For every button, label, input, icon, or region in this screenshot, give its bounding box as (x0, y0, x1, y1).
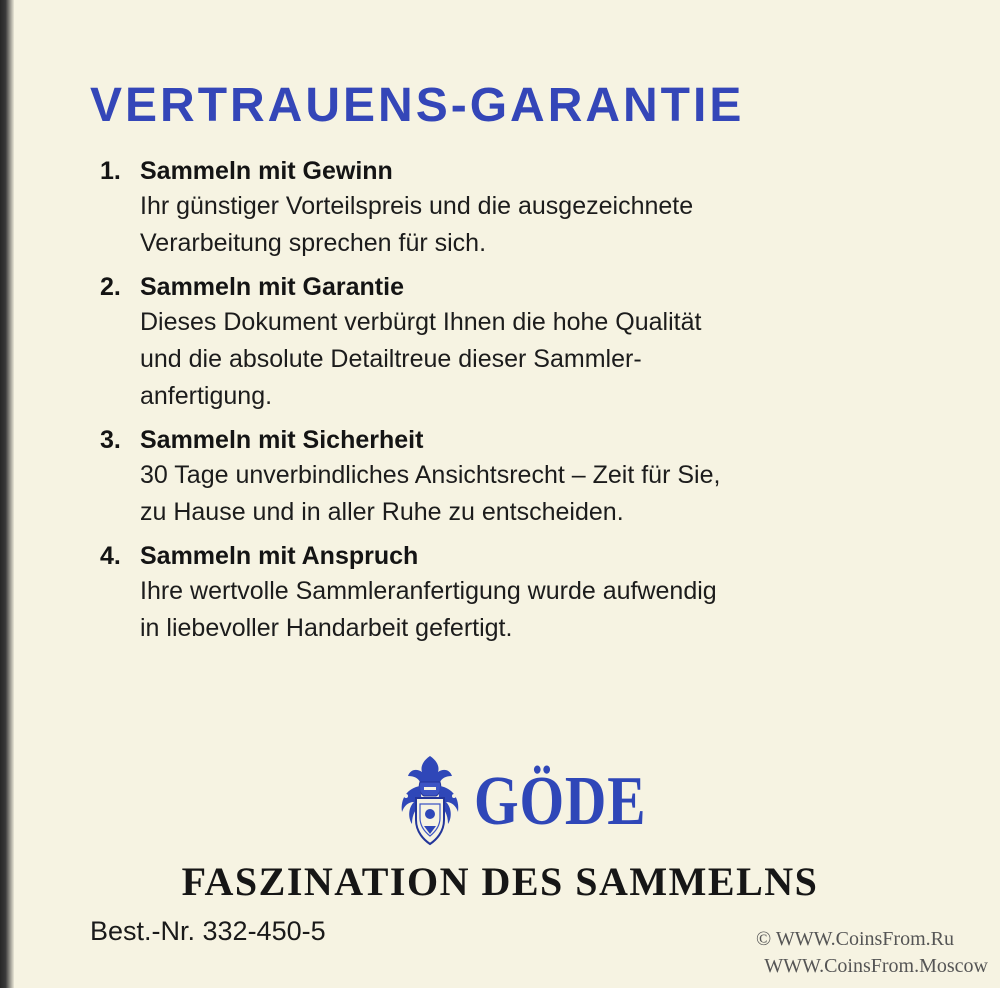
gode-logo (394, 752, 647, 852)
order-number: Best.-Nr. 332-450-5 (90, 916, 326, 946)
item-number: 2. (100, 273, 121, 301)
list-item (100, 154, 920, 262)
document-left-edge-shadow (0, 0, 14, 988)
page-title: VERTRAUENS-GARANTIE (90, 79, 745, 132)
coat-of-arms-crest-icon (394, 752, 466, 848)
item-number: 4. (100, 542, 121, 570)
brand-wordmark: GÖDE (474, 763, 647, 840)
list-item (100, 423, 920, 531)
list-item (100, 270, 920, 415)
item-number: 1. (100, 157, 121, 185)
item-text: Ihr günstiger Vorteilspreis und die ausgezeichnete Verarbeitung sprechen für sich. (140, 192, 694, 257)
guarantee-list (100, 154, 920, 655)
item-number: 3. (100, 426, 121, 454)
item-heading: Sammeln mit Gewinn (140, 157, 393, 185)
item-heading: Sammeln mit Anspruch (140, 542, 419, 570)
watermark-line-1: © WWW.CoinsFrom.Ru (756, 928, 954, 950)
item-text: Dieses Dokument verbürgt Ihnen die hohe Qualität und die absolute Detailtreue dieser Sammler- anfertigung. (140, 308, 702, 410)
watermark-line-2: WWW.CoinsFrom.Moscow (764, 955, 988, 977)
item-text: 30 Tage unverbindliches Ansichtsrecht – Zeit für Sie, zu Hause und in aller Ruhe zu entscheiden. (140, 461, 721, 526)
list-item (100, 539, 920, 647)
item-heading: Sammeln mit Sicherheit (140, 426, 424, 454)
item-heading: Sammeln mit Garantie (140, 273, 404, 301)
brand-tagline: FASZINATION DES SAMMELNS (181, 859, 819, 904)
item-text: Ihre wertvolle Sammleranfertigung wurde aufwendig in liebevoller Handarbeit gefertigt. (140, 577, 717, 642)
